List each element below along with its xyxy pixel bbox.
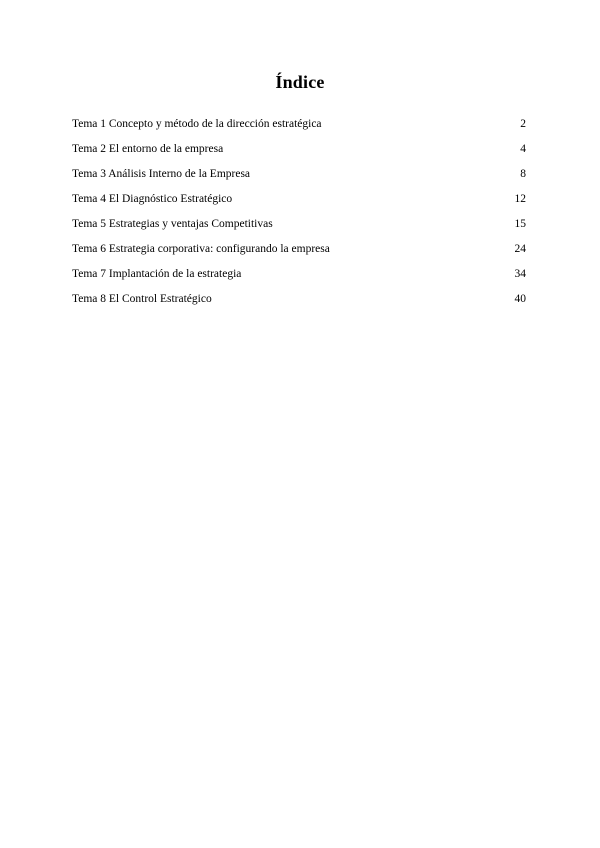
toc-entry-7[interactable] — [72, 265, 526, 290]
toc-entry-page: 12 — [514, 193, 526, 205]
toc-entry-5[interactable] — [72, 215, 526, 240]
table-of-contents — [72, 115, 526, 315]
toc-entry-page: 40 — [514, 293, 526, 305]
toc-entry-page: 15 — [514, 218, 526, 230]
toc-entry-page: 2 — [520, 118, 526, 130]
toc-entry-label: Tema 6 Estrategia corporativa: configurando la empresa — [72, 243, 330, 255]
toc-entry-2[interactable] — [72, 140, 526, 165]
toc-entry-label: Tema 8 El Control Estratégico — [72, 293, 212, 305]
page-title: Índice — [275, 72, 325, 92]
toc-entry-page: 34 — [514, 268, 526, 280]
toc-entry-8[interactable] — [72, 290, 526, 315]
toc-entry-page: 8 — [520, 168, 526, 180]
toc-entry-label: Tema 1 Concepto y método de la dirección estratégica — [72, 118, 322, 130]
toc-entry-label: Tema 3 Análisis Interno de la Empresa — [72, 168, 251, 180]
toc-entry-page: 24 — [514, 243, 526, 255]
toc-entry-3[interactable] — [72, 165, 526, 190]
toc-entry-label: Tema 4 El Diagnóstico Estratégico — [72, 193, 233, 205]
toc-entry-label: Tema 5 Estrategias y ventajas Competitivas — [72, 218, 273, 230]
toc-entry-6[interactable] — [72, 240, 526, 265]
toc-entry-4[interactable] — [72, 190, 526, 215]
toc-entry-label: Tema 7 Implantación de la estrategia — [72, 268, 242, 280]
toc-entry-label: Tema 2 El entorno de la empresa — [72, 143, 224, 155]
toc-entry-page: 4 — [520, 143, 526, 155]
toc-entry-1[interactable] — [72, 115, 526, 140]
